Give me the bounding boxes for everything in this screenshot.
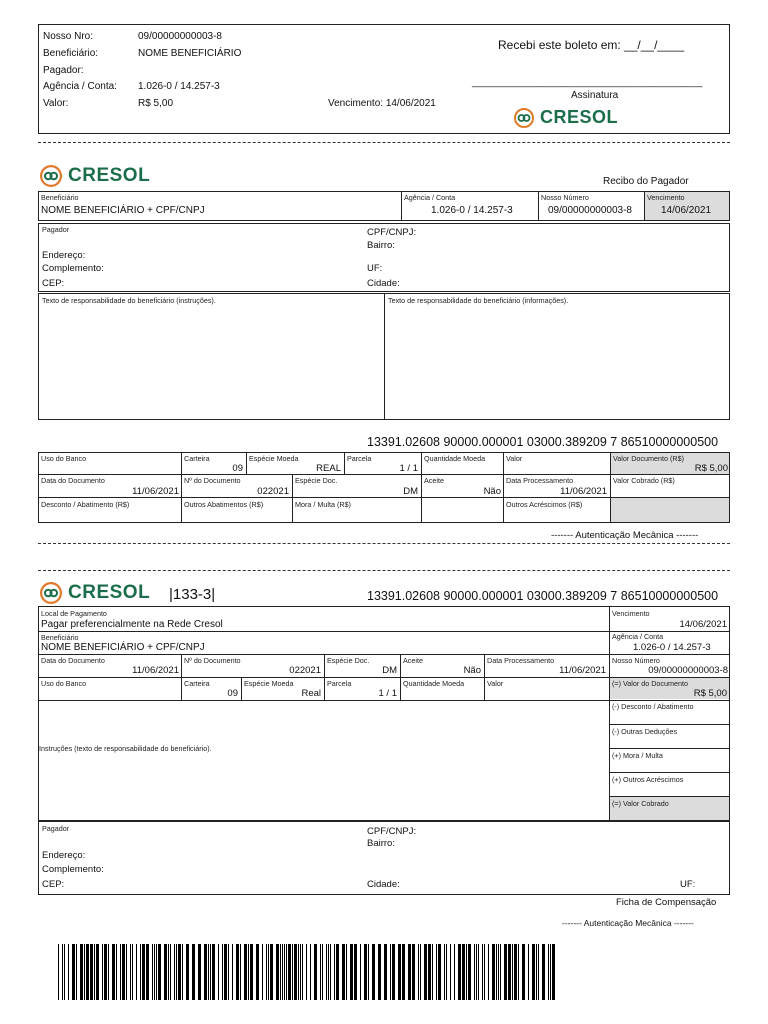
divider — [246, 452, 247, 474]
desconto-label-ficha: (-) Desconto / Abatimento — [612, 702, 694, 711]
especie-moeda-value-ficha: Real — [301, 688, 321, 699]
nosso-field-value: 09/00000000003-8 — [548, 205, 632, 216]
pagador-label: Pagador: — [43, 65, 84, 76]
agencia-label-ficha: Agência / Conta — [612, 632, 664, 641]
valor-cobrado-label-ficha: (=) Valor Cobrado — [612, 799, 669, 808]
agencia-field-label: Agência / Conta — [404, 193, 456, 202]
venc-label-ficha: Vencimento — [612, 609, 650, 618]
valor-value: R$ 5,00 — [138, 98, 174, 109]
especie-doc-label-ficha: Espécie Doc. — [327, 656, 370, 665]
ficha-compensacao-label: Ficha de Compensação — [616, 897, 717, 908]
divider — [38, 700, 730, 701]
divider — [38, 474, 730, 475]
venc-value-ficha: 14/06/2021 — [679, 619, 727, 630]
uf-label: UF: — [367, 263, 383, 274]
local-pagamento-value: Pagar preferencialmente na Rede Cresol — [41, 619, 223, 630]
autenticacao-recibo: ------- Autenticação Mecânica ------- — [551, 530, 699, 541]
cidade-label: Cidade: — [367, 278, 400, 289]
cep-label: CEP: — [42, 278, 65, 289]
divider — [38, 677, 730, 678]
venc-field-value: 14/06/2021 — [661, 205, 712, 216]
outros-abat-label: Outros Abatimentos (R$) — [184, 500, 264, 509]
pagador-field-label: Pagador — [42, 225, 70, 234]
num-doc-value-ficha: 022021 — [289, 665, 321, 676]
cresol-wordmark: CRESOL — [68, 582, 151, 603]
barcode — [58, 944, 558, 1000]
beneficiario-field-label: Beneficiário — [41, 193, 79, 202]
bank-code: |133-3| — [169, 586, 216, 603]
bairro-label-ficha: Bairro: — [367, 838, 395, 849]
agencia-label: Agência / Conta: — [43, 81, 117, 92]
agencia-field-value: 1.026-0 / 14.257-3 — [431, 205, 513, 216]
valor-doc-value-ficha: R$ 5,00 — [693, 688, 727, 699]
autenticacao-ficha: ------- Autenticação Mecânica ------- — [562, 918, 694, 928]
valor-label-grid: Valor — [506, 454, 523, 463]
divider — [503, 452, 504, 523]
endereco-label-ficha: Endereço: — [42, 850, 86, 861]
divider — [324, 677, 325, 700]
cut-line-1 — [38, 142, 730, 143]
especie-moeda-label: Espécie Moeda — [249, 454, 299, 463]
aceite-label-ficha: Aceite — [403, 656, 423, 665]
parcela-label-ficha: Parcela — [327, 679, 352, 688]
divider — [609, 772, 730, 773]
cresol-logo-icon — [40, 165, 62, 187]
recebi-text: Recebi este boleto em: __/__/____ — [498, 38, 685, 52]
nosso-label-ficha: Nosso Número — [612, 656, 660, 665]
assinatura-label: Assinatura — [571, 90, 619, 101]
data-doc-value-ficha: 11/06/2021 — [132, 665, 179, 676]
cresol-logo-recibo — [40, 165, 150, 187]
instrucoes-label: Instruções (texto de responsabilidade do beneficiário). — [39, 744, 212, 753]
divider — [609, 724, 730, 725]
bairro-label: Bairro: — [367, 240, 395, 251]
aceite-value-ficha: Não — [463, 665, 481, 676]
divider — [609, 606, 610, 821]
divider — [292, 474, 293, 523]
divider — [181, 452, 182, 474]
valor-cobrado-label: Valor Cobrado (R$) — [613, 476, 675, 485]
valor-doc-label-ficha: (=) Valor do Documento — [612, 679, 688, 688]
vencimento-text: Vencimento: 14/06/2021 — [328, 98, 436, 109]
valor-label-ficha: Valor — [487, 679, 504, 688]
divider — [610, 452, 611, 523]
beneficiario-label-ficha: Beneficiário — [41, 633, 79, 642]
data-proc-value: 11/06/2021 — [560, 486, 607, 497]
divider — [538, 191, 539, 221]
divider — [401, 191, 402, 221]
divider — [384, 293, 385, 420]
cpf-label-ficha: CPF/CNPJ: — [367, 826, 417, 837]
divider — [181, 654, 182, 700]
carteira-value-ficha: 09 — [227, 688, 238, 699]
cidade-label-ficha: Cidade: — [367, 879, 400, 890]
divider — [400, 654, 401, 700]
divider — [644, 191, 645, 221]
especie-doc-value: DM — [403, 486, 418, 497]
cep-label-ficha: CEP: — [42, 879, 65, 890]
cresol-logo-top — [514, 107, 618, 128]
outras-deducoes-label: (-) Outras Deduções — [612, 727, 678, 736]
especie-doc-label: Espécie Doc. — [295, 476, 338, 485]
parcela-value-ficha: 1 / 1 — [378, 688, 397, 699]
uso-banco-label: Uso do Banco — [41, 454, 87, 463]
especie-doc-value-ficha: DM — [382, 665, 397, 676]
divider — [324, 654, 325, 677]
divider — [181, 474, 182, 523]
divider — [484, 654, 485, 700]
uso-banco-label-ficha: Uso do Banco — [41, 679, 87, 688]
beneficiario-value: NOME BENEFICIÁRIO — [138, 48, 242, 59]
complemento-label-ficha: Complemento: — [42, 864, 104, 875]
recibo-title: Recibo do Pagador — [603, 176, 689, 187]
especie-moeda-value: REAL — [316, 463, 341, 474]
beneficiario-field-value: NOME BENEFICIÁRIO + CPF/CNPJ — [41, 205, 205, 216]
mora-label: Mora / Multa (R$) — [295, 500, 351, 509]
especie-moeda-label-ficha: Espécie Moeda — [244, 679, 294, 688]
linha-digitavel-ficha: 13391.02608 90000.000001 03000.389209 7 86510000000500 — [367, 589, 719, 603]
endereco-label: Endereço: — [42, 250, 86, 261]
divider — [344, 452, 345, 474]
parcela-value: 1 / 1 — [399, 463, 418, 474]
data-doc-label-ficha: Data do Documento — [41, 656, 105, 665]
valor-doc-label: Valor Documento (R$) — [613, 454, 684, 463]
data-doc-label: Data do Documento — [41, 476, 105, 485]
divider — [38, 654, 730, 655]
carteira-value: 09 — [232, 463, 243, 474]
agencia-value-ficha: 1.026-0 / 14.257-3 — [633, 642, 711, 653]
desconto-label: Desconto / Abatimento (R$) — [41, 500, 130, 509]
nosso-field-label: Nosso Número — [541, 193, 589, 202]
aceite-label: Aceite — [424, 476, 444, 485]
carteira-label: Carteira — [184, 454, 210, 463]
data-proc-label: Data Processamento — [506, 476, 574, 485]
data-proc-value-ficha: 11/06/2021 — [559, 665, 606, 676]
divider — [609, 748, 730, 749]
nosso-nro-label: Nosso Nro: — [43, 31, 94, 42]
num-doc-label-ficha: Nº do Documento — [184, 656, 241, 665]
cresol-wordmark: CRESOL — [540, 107, 619, 127]
signature-line: ________________________________________ — [472, 77, 703, 88]
linha-digitavel-recibo: 13391.02608 90000.000001 03000.389209 7 86510000000500 — [367, 435, 719, 449]
nosso-value-ficha: 09/00000000003-8 — [648, 665, 728, 676]
uf-label-ficha: UF: — [680, 879, 696, 890]
beneficiario-value-ficha: NOME BENEFICIÁRIO + CPF/CNPJ — [41, 642, 205, 653]
data-proc-label-ficha: Data Processamento — [487, 656, 555, 665]
divider — [421, 452, 422, 523]
divider — [241, 677, 242, 700]
parcela-label: Parcela — [347, 454, 372, 463]
agencia-value: 1.026-0 / 14.257-3 — [138, 81, 220, 92]
cpf-label: CPF/CNPJ: — [367, 227, 417, 238]
beneficiario-label: Beneficiário: — [43, 48, 99, 59]
data-doc-value: 11/06/2021 — [132, 486, 179, 497]
qtd-moeda-label-ficha: Quantidade Moeda — [403, 679, 465, 688]
cresol-wordmark: CRESOL — [68, 165, 151, 186]
complemento-label: Complemento: — [42, 263, 104, 274]
valor-label: Valor: — [43, 98, 69, 109]
outros-acres-label: Outros Acréscimos (R$) — [506, 500, 583, 509]
cresol-logo-icon — [40, 582, 62, 604]
local-pagamento-label: Local de Pagamento — [41, 609, 107, 618]
cut-line-2 — [38, 543, 730, 544]
num-doc-label: Nº do Documento — [184, 476, 241, 485]
cut-line-3 — [38, 570, 730, 571]
qtd-moeda-label: Quantidade Moeda — [424, 454, 486, 463]
cresol-logo-icon — [514, 108, 534, 128]
aceite-value: Não — [483, 486, 501, 497]
num-doc-value: 022021 — [257, 486, 289, 497]
venc-field-label: Vencimento — [647, 193, 685, 202]
info-label: Texto de responsabilidade do beneficiário (informações). — [388, 296, 569, 305]
nosso-nro-value: 09/00000000003-8 — [138, 31, 222, 42]
mora-label-ficha: (+) Mora / Multa — [612, 751, 663, 760]
pagador-label-ficha: Pagador — [42, 824, 70, 833]
divider — [609, 796, 730, 797]
cresol-logo-ficha — [40, 582, 150, 604]
instr-label: Texto de responsabilidade do beneficiário (instruções). — [42, 296, 216, 305]
divider — [38, 497, 730, 498]
outros-acres-label-ficha: (+) Outros Acréscimos — [612, 775, 684, 784]
carteira-label-ficha: Carteira — [184, 679, 210, 688]
valor-doc-value: R$ 5,00 — [694, 463, 728, 474]
